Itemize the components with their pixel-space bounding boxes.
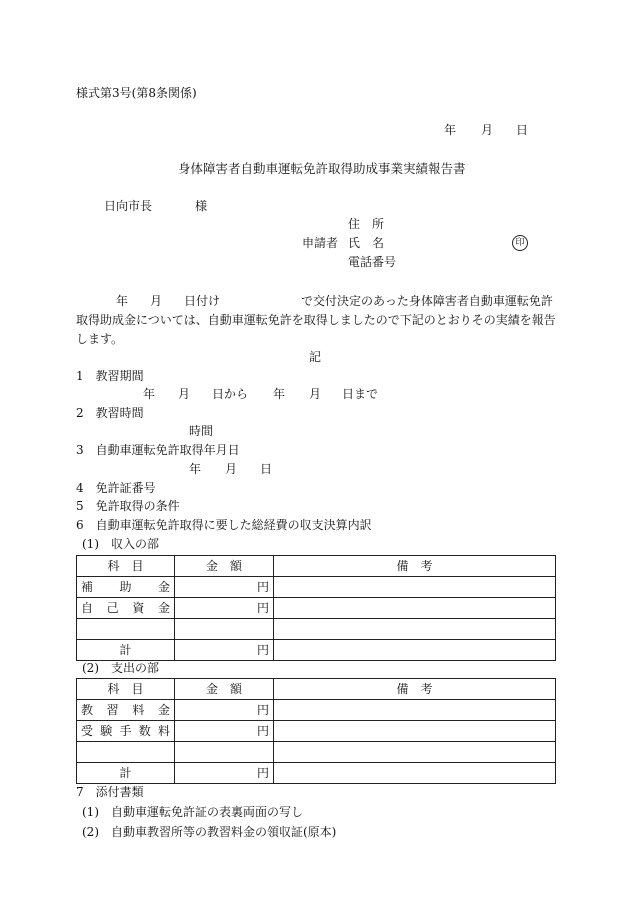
row-remarks <box>274 577 556 598</box>
seal-mark <box>512 235 528 251</box>
attachment-1: (1) 自動車運転免許証の表裏両面の写し <box>82 805 303 819</box>
period-start-year: 年 <box>143 387 156 401</box>
period-start-month: 月 <box>178 387 191 401</box>
item-6-label: 6 自動車運転免許取得に要した総経費の収支決算内訳 <box>76 518 372 532</box>
row-amount-unit <box>175 742 274 763</box>
row-item: 受験手数料 <box>77 721 175 742</box>
item-5-label: 5 免許取得の条件 <box>76 499 180 513</box>
table-total-row <box>77 763 556 784</box>
header-amount: 金 額 <box>175 556 274 577</box>
body-dated: 日付け <box>184 294 221 308</box>
attachment-2: (2) 自動車教習所等の教習料金の領収証(原本) <box>82 825 337 839</box>
license-date-year: 年 <box>189 462 202 476</box>
date-year-label: 年 <box>444 123 457 137</box>
date-day-label: 日 <box>516 123 529 137</box>
total-remarks <box>274 640 556 661</box>
expense-table <box>76 678 556 784</box>
expense-caption: (2) 支出の部 <box>82 661 159 675</box>
header-amount: 金 額 <box>175 679 274 700</box>
income-caption: (1) 収入の部 <box>82 537 159 551</box>
hours-unit: 時間 <box>189 424 214 438</box>
income-table <box>76 555 556 661</box>
row-remarks <box>274 721 556 742</box>
total-amount-unit: 円 <box>175 763 274 784</box>
total-label: 計 <box>77 640 175 661</box>
applicant-role-label: 申請者 <box>302 236 339 250</box>
row-remarks <box>274 619 556 640</box>
item-7-label: 7 添付書類 <box>76 785 144 799</box>
table-header-row <box>77 556 556 577</box>
row-item: 自己資金 <box>77 598 175 619</box>
row-item <box>77 619 175 640</box>
row-item: 補助金 <box>77 577 175 598</box>
row-amount-unit: 円 <box>175 721 274 742</box>
row-amount-unit: 円 <box>175 700 274 721</box>
table-row <box>77 619 556 640</box>
row-item <box>77 742 175 763</box>
body-month: 月 <box>150 294 163 308</box>
table-header-row <box>77 679 556 700</box>
body-line2: 取得助成金については、自動車運転免許を取得しましたので下記のとおりその実績を報告 <box>76 313 556 327</box>
row-amount-unit: 円 <box>175 577 274 598</box>
header-item: 科 目 <box>77 679 175 700</box>
row-item: 教習料金 <box>77 700 175 721</box>
header-remarks: 備 考 <box>274 556 556 577</box>
period-end-month: 月 <box>309 387 322 401</box>
license-date-month: 月 <box>225 462 238 476</box>
table-row <box>77 598 556 619</box>
date-month-label: 月 <box>481 123 494 137</box>
row-remarks <box>274 742 556 763</box>
body-line3: します。 <box>76 332 124 346</box>
row-remarks <box>274 598 556 619</box>
addressee-honorific: 様 <box>195 199 208 213</box>
item-1-label: 1 教習期間 <box>76 369 144 383</box>
row-amount-unit: 円 <box>175 598 274 619</box>
table-total-row <box>77 640 556 661</box>
period-end-day: 日まで <box>342 387 379 401</box>
header-item: 科 目 <box>77 556 175 577</box>
row-amount-unit <box>175 619 274 640</box>
total-label: 計 <box>77 763 175 784</box>
document-title: 身体障害者自動車運転免許取得助成事業実績報告書 <box>178 161 466 176</box>
seal-glyph: 印 <box>512 235 528 251</box>
item-3-label: 3 自動車運転免許取得年月日 <box>76 443 240 457</box>
body-year: 年 <box>116 294 129 308</box>
addressee-name: 日向市長 <box>104 199 153 213</box>
license-date-day: 日 <box>260 462 273 476</box>
item-4-label: 4 免許証番号 <box>76 481 156 495</box>
period-end-year: 年 <box>273 387 286 401</box>
address-label: 住 所 <box>348 217 385 231</box>
phone-label: 電話番号 <box>348 255 397 269</box>
header-remarks: 備 考 <box>274 679 556 700</box>
table-row <box>77 700 556 721</box>
total-remarks <box>274 763 556 784</box>
table-row <box>77 721 556 742</box>
total-amount-unit: 円 <box>175 640 274 661</box>
form-id: 様式第3号(第8条関係) <box>76 86 197 100</box>
name-label: 氏 名 <box>348 236 385 250</box>
item-2-label: 2 教習時間 <box>76 406 144 420</box>
table-row <box>77 577 556 598</box>
period-start-day: 日から <box>212 387 249 401</box>
row-remarks <box>274 700 556 721</box>
body-line1-rest: で交付決定のあった身体障害者自動車運転免許 <box>301 294 553 308</box>
ki-heading: 記 <box>309 350 322 364</box>
table-row <box>77 742 556 763</box>
